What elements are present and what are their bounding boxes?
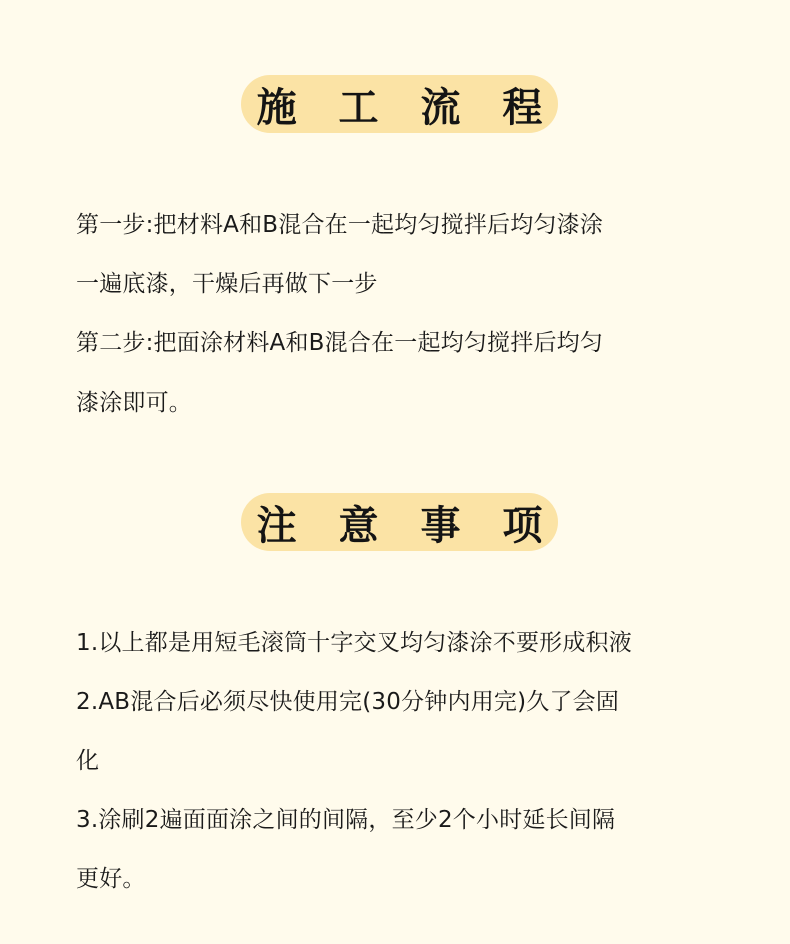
process-line-2: 一遍底漆，干燥后再做下一步 — [76, 271, 378, 297]
process-line-1: 第一步:把材料A和B混合在一起均匀搅拌后均匀漆涂 — [76, 212, 604, 238]
precaution-line-4: 3.涂刷2遍面面涂之间的间隔，至少2个小时延长间隔 — [76, 807, 616, 833]
precaution-line-1: 1.以上都是用短毛滚筒十字交叉均匀漆涂不要形成积液 — [76, 630, 632, 656]
process-line-3: 第二步:把面涂材料A和B混合在一起均匀搅拌后均匀 — [76, 330, 604, 356]
process-line-4: 漆涂即可。 — [76, 390, 192, 416]
precaution-line-3: 化 — [76, 748, 100, 774]
section-heading-precautions: 注 意 事 项 — [241, 493, 558, 551]
section-heading-construction-process: 施 工 流 程 — [241, 75, 558, 133]
precaution-line-2: 2.AB混合后必须尽快使用完(30分钟内用完)久了会固 — [76, 689, 620, 715]
precaution-line-5: 更好。 — [76, 866, 146, 892]
